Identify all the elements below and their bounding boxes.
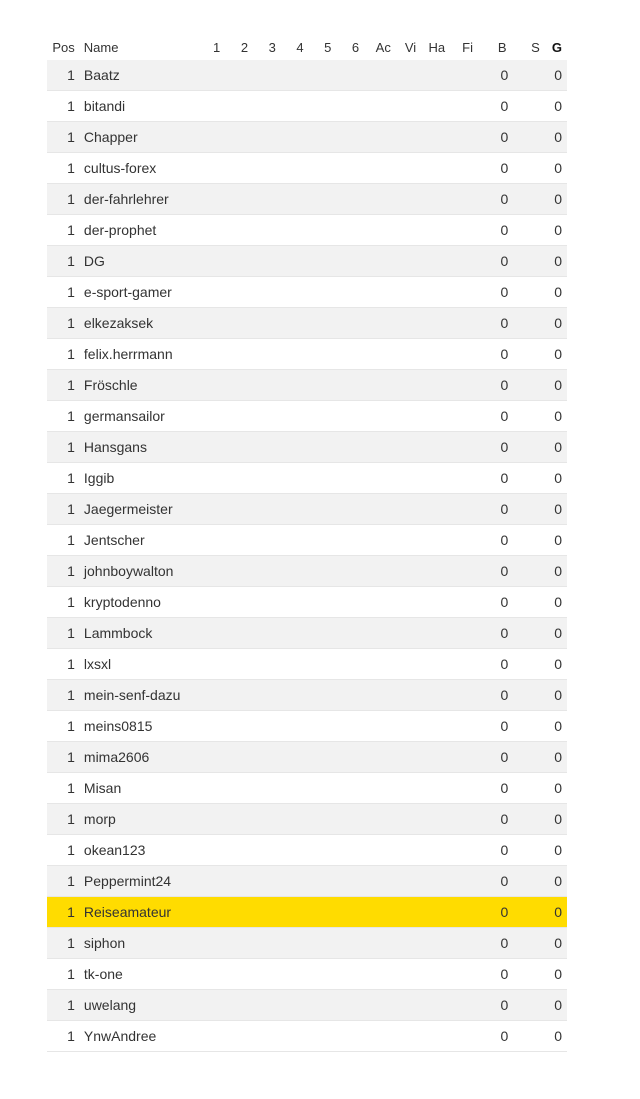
header-col-1[interactable]: 1	[213, 39, 221, 55]
row-name: tk-one	[83, 966, 123, 982]
row-pos: 1	[67, 346, 75, 362]
row-pos: 1	[67, 563, 75, 579]
row-b: 0	[500, 377, 509, 393]
header-b[interactable]: B	[497, 39, 507, 55]
row-g: 0	[554, 811, 563, 827]
table-row[interactable]	[47, 835, 567, 866]
row-pos: 1	[67, 191, 75, 207]
row-name: Jentscher	[83, 532, 145, 548]
row-name: Reiseamateur	[83, 904, 172, 920]
table-row[interactable]	[47, 463, 567, 494]
header-col-4[interactable]: 4	[296, 39, 304, 55]
row-name: mein-senf-dazu	[83, 687, 181, 703]
row-b: 0	[500, 749, 509, 765]
row-g: 0	[554, 904, 563, 920]
header-fi[interactable]: Fi	[462, 39, 473, 55]
table-row[interactable]	[47, 773, 567, 804]
row-name: der-prophet	[83, 222, 157, 238]
header-col-2[interactable]: 2	[240, 39, 249, 55]
row-b: 0	[500, 439, 509, 455]
row-name: e-sport-gamer	[83, 284, 172, 300]
row-pos: 1	[67, 284, 75, 300]
table-row[interactable]	[47, 122, 567, 153]
row-g: 0	[554, 501, 563, 517]
row-pos: 1	[67, 625, 75, 641]
row-name: YnwAndree	[83, 1028, 157, 1044]
row-g: 0	[554, 284, 563, 300]
row-b: 0	[500, 532, 509, 548]
table-row[interactable]	[47, 928, 567, 959]
row-name: uwelang	[83, 997, 137, 1013]
row-pos: 1	[67, 439, 75, 455]
table-row[interactable]	[47, 339, 567, 370]
row-pos: 1	[67, 160, 75, 176]
row-name: okean123	[83, 842, 146, 858]
header-pos[interactable]: Pos	[52, 39, 75, 55]
row-b: 0	[500, 842, 509, 858]
table-row[interactable]	[47, 401, 567, 432]
row-b: 0	[500, 160, 509, 176]
row-g: 0	[554, 377, 563, 393]
row-g: 0	[554, 842, 563, 858]
row-g: 0	[554, 873, 563, 889]
row-b: 0	[500, 98, 509, 114]
row-pos: 1	[67, 749, 75, 765]
table-row[interactable]	[47, 308, 567, 339]
row-g: 0	[554, 687, 563, 703]
row-g: 0	[554, 1028, 563, 1044]
row-name: Iggib	[83, 470, 115, 486]
row-b: 0	[500, 966, 509, 982]
row-pos: 1	[67, 222, 75, 238]
row-name: morp	[83, 811, 116, 827]
table-row-highlighted[interactable]	[47, 897, 567, 928]
row-pos: 1	[67, 997, 75, 1013]
row-pos: 1	[67, 656, 75, 672]
header-vi[interactable]: Vi	[404, 39, 417, 55]
table-row[interactable]	[47, 525, 567, 556]
row-g: 0	[554, 346, 563, 362]
row-name: germansailor	[83, 408, 165, 424]
row-g: 0	[554, 935, 563, 951]
row-name: elkezaksek	[83, 315, 154, 331]
row-pos: 1	[67, 935, 75, 951]
row-pos: 1	[67, 408, 75, 424]
row-pos: 1	[67, 842, 75, 858]
table-row[interactable]	[47, 959, 567, 990]
row-name: der-fahrlehrer	[83, 191, 169, 207]
table-row[interactable]	[47, 680, 567, 711]
standings-table	[47, 34, 567, 1052]
table-row[interactable]	[47, 990, 567, 1021]
row-pos: 1	[67, 532, 75, 548]
row-b: 0	[500, 191, 509, 207]
row-b: 0	[500, 780, 509, 796]
table-row[interactable]	[47, 1021, 567, 1052]
row-g: 0	[554, 160, 563, 176]
row-pos: 1	[67, 904, 75, 920]
row-b: 0	[500, 563, 509, 579]
header-col-3[interactable]: 3	[268, 39, 276, 55]
row-pos: 1	[67, 687, 75, 703]
table-row[interactable]	[47, 246, 567, 277]
row-pos: 1	[67, 780, 75, 796]
row-g: 0	[554, 749, 563, 765]
row-b: 0	[500, 811, 509, 827]
row-g: 0	[554, 966, 563, 982]
row-g: 0	[554, 439, 563, 455]
row-pos: 1	[67, 253, 75, 269]
table-row[interactable]	[47, 587, 567, 618]
row-b: 0	[500, 501, 509, 517]
row-pos: 1	[67, 98, 75, 114]
row-b: 0	[500, 718, 509, 734]
header-col-5[interactable]: 5	[324, 39, 332, 55]
row-name: meins0815	[83, 718, 153, 734]
row-name: DG	[83, 253, 105, 269]
row-name: johnboywalton	[83, 563, 174, 579]
row-g: 0	[554, 997, 563, 1013]
row-pos: 1	[67, 470, 75, 486]
row-b: 0	[500, 656, 509, 672]
row-b: 0	[500, 129, 509, 145]
table-row[interactable]	[47, 618, 567, 649]
row-pos: 1	[67, 67, 75, 83]
row-name: cultus-forex	[83, 160, 157, 176]
row-pos: 1	[67, 377, 75, 393]
table-body	[47, 60, 567, 1052]
row-g: 0	[554, 532, 563, 548]
row-b: 0	[500, 346, 509, 362]
row-pos: 1	[67, 873, 75, 889]
row-name: Peppermint24	[83, 873, 172, 889]
table-row[interactable]	[47, 91, 567, 122]
table-row[interactable]	[47, 804, 567, 835]
row-g: 0	[554, 780, 563, 796]
table-row[interactable]	[47, 742, 567, 773]
header-g[interactable]: G	[551, 39, 562, 55]
table-row[interactable]	[47, 866, 567, 897]
row-b: 0	[500, 873, 509, 889]
header-ac[interactable]: Ac	[375, 39, 391, 55]
header-ha[interactable]: Ha	[428, 39, 446, 55]
row-name: bitandi	[83, 98, 126, 114]
row-name: Jaegermeister	[83, 501, 173, 517]
row-name: felix.herrmann	[83, 346, 173, 362]
row-g: 0	[554, 563, 563, 579]
row-g: 0	[554, 718, 563, 734]
row-name: siphon	[83, 935, 126, 951]
row-b: 0	[500, 222, 509, 238]
table-row[interactable]	[47, 60, 567, 91]
row-g: 0	[554, 98, 563, 114]
table-row[interactable]	[47, 556, 567, 587]
row-b: 0	[500, 284, 509, 300]
row-pos: 1	[67, 966, 75, 982]
row-g: 0	[554, 656, 563, 672]
row-b: 0	[500, 315, 509, 331]
row-pos: 1	[67, 594, 75, 610]
row-g: 0	[554, 67, 563, 83]
row-pos: 1	[67, 1028, 75, 1044]
row-b: 0	[500, 594, 509, 610]
row-b: 0	[500, 470, 509, 486]
row-pos: 1	[67, 315, 75, 331]
row-g: 0	[554, 222, 563, 238]
row-name: lxsxl	[83, 656, 112, 672]
row-pos: 1	[67, 501, 75, 517]
row-b: 0	[500, 625, 509, 641]
row-g: 0	[554, 129, 563, 145]
table-row[interactable]	[47, 153, 567, 184]
row-g: 0	[554, 594, 563, 610]
row-name: Lammbock	[83, 625, 153, 641]
header-col-6[interactable]: 6	[351, 39, 360, 55]
row-b: 0	[500, 997, 509, 1013]
row-b: 0	[500, 1028, 509, 1044]
row-pos: 1	[67, 718, 75, 734]
header-s[interactable]: S	[531, 39, 540, 55]
table-row[interactable]	[47, 277, 567, 308]
row-b: 0	[500, 408, 509, 424]
row-pos: 1	[67, 811, 75, 827]
row-name: kryptodenno	[83, 594, 161, 610]
row-name: mima2606	[83, 749, 150, 765]
row-g: 0	[554, 315, 563, 331]
row-name: Fröschle	[83, 377, 138, 393]
row-b: 0	[500, 253, 509, 269]
row-g: 0	[554, 408, 563, 424]
table-row[interactable]	[47, 215, 567, 246]
row-b: 0	[500, 687, 509, 703]
row-g: 0	[554, 253, 563, 269]
table-header	[47, 34, 567, 60]
row-b: 0	[500, 935, 509, 951]
header-name[interactable]: Name	[83, 39, 119, 55]
table-row[interactable]	[47, 711, 567, 742]
row-pos: 1	[67, 129, 75, 145]
row-name: Chapper	[83, 129, 138, 145]
row-name: Misan	[83, 780, 122, 796]
table-row[interactable]	[47, 432, 567, 463]
row-g: 0	[554, 625, 563, 641]
row-name: Baatz	[83, 67, 120, 83]
row-g: 0	[554, 470, 563, 486]
table-row[interactable]	[47, 184, 567, 215]
row-b: 0	[500, 904, 509, 920]
row-name: Hansgans	[83, 439, 147, 455]
table-row[interactable]	[47, 649, 567, 680]
table-row[interactable]	[47, 494, 567, 525]
row-b: 0	[500, 67, 509, 83]
table-row[interactable]	[47, 370, 567, 401]
row-g: 0	[554, 191, 563, 207]
